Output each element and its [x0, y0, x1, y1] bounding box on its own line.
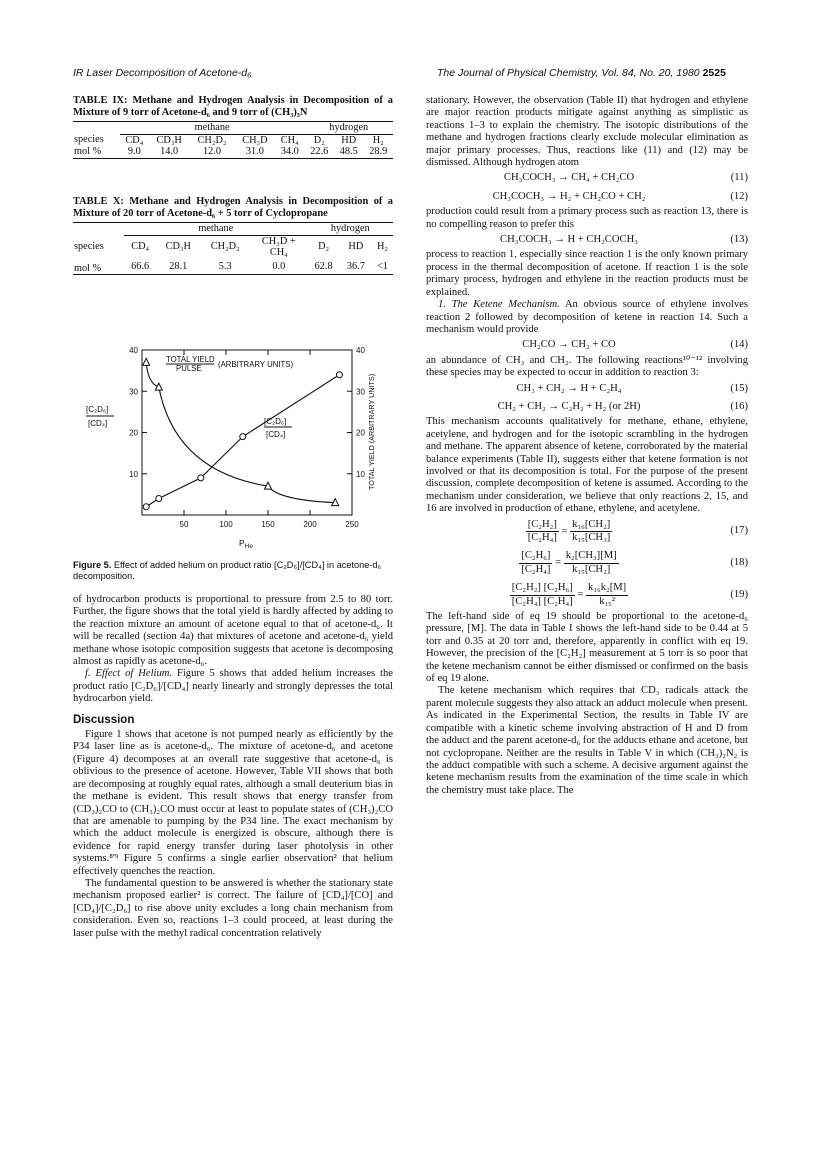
table-9-caption: TABLE IX: Methane and Hydrogen Analysis in Decomposition of a Mixture of 9 torr of Acetone-d₆ and 9 torr of (CH₃)₃N [73, 95, 393, 118]
fraction [510, 582, 575, 608]
equation-body: CH₃COCH₃ → H + CH₂COCH₃ [500, 234, 638, 246]
denominator: k₁₅[CH₂] [572, 563, 611, 575]
equation-body: CH₂ + CH₂ → C₂H₂ + H₂ (or 2H) [497, 400, 641, 412]
equation-number: (12) [730, 190, 748, 202]
table-cell: CD₃H [156, 134, 182, 146]
y-tick-label-left: 20 [129, 428, 138, 438]
equation-18 [426, 547, 748, 579]
y-tick-label-left: 10 [129, 469, 138, 479]
table-cell: CD₄ [131, 241, 150, 253]
table-cell: 66.6 [131, 260, 150, 272]
table-cell: 14.0 [160, 146, 179, 157]
equation-19 [426, 579, 748, 611]
table-cell: CD₄ [125, 134, 144, 146]
running-header-right [437, 67, 726, 79]
data-point-circle [156, 496, 162, 502]
numerator: k₁₆[CH₂] [570, 519, 612, 532]
table-cell: 31.0 [245, 146, 264, 157]
paragraph: The fundamental question to be answered is whether the stationary state mechanism proposed earlier² is correct. The failure of [CD₄]/[CO] and [CD₄]/[C₂D₆] to rise above unity excludes a long chain mechanism from consideration. Even so, reactions 1–3 could proceed, at least during the laser pulse with the methyl radical concentration relatively [73, 877, 393, 939]
equation-number: (11) [730, 172, 748, 184]
x-tick-label: 100 [219, 520, 233, 529]
table-10-caption: TABLE X: Methane and Hydrogen Analysis in Decomposition of a Mixture of 20 torr of Acetone-d₆ + 5 torr of Cyclopropane [73, 196, 393, 219]
table-cell: 36.7 [346, 260, 365, 272]
table-cell: 28.1 [169, 260, 188, 272]
equation-number: (19) [730, 588, 748, 600]
equation-number: (15) [730, 382, 748, 394]
x-axis-label-main: P [239, 538, 245, 548]
denominator: k₁₅² [599, 595, 616, 607]
numerator: [C₂H₂] [C₂H₆] [510, 582, 575, 595]
equation-14 [426, 336, 748, 354]
paragraph [73, 668, 393, 705]
legend-den: PULSE [176, 364, 202, 373]
denominator: [C₂H₄] [521, 563, 551, 575]
y-tick-label-right: 20 [356, 428, 365, 438]
curve-label-den: [CD₄] [266, 430, 286, 439]
table-cell: 5.3 [218, 260, 232, 272]
x-axis-label [239, 538, 253, 550]
paragraph-heading: f. Effect of Helium. [85, 668, 173, 680]
equation-12 [426, 188, 748, 206]
paragraph: The ketene mechanism which requires that CD₃ radicals attack the parent molecule suggests they also attack an adduct molecule when present. As indicated in the Experimental Section, the results in Table IV are compatible with a kinetic scheme involving abstraction of H and D from the adduct and the parent acetone-d₆ for the adducts ethane and acetone, but not cyclopropane. Neither are the results in Table V in which (CH₃)₂N₂ is the adduct compatible with such a scheme. A decisive argument against the ketene mechanism results from the examination of the time scale in which the chemistry must take place. The [426, 685, 748, 796]
equation-body: CH₃COCH₃ → CH₄ + CH₂CO [503, 172, 635, 184]
fraction [519, 550, 552, 576]
equation-body: $\frac{\text{[C₂H₂] [C₂H₆]}}{\text{[C₂H₄] [C₂H₄]}}$ = $\frac{\text{k₁₆k₂[M]}}{\text{k₁₅²}}$ [511, 582, 627, 607]
section-heading: Discussion [73, 713, 135, 726]
data-point-circle [143, 504, 149, 510]
numerator: [C₂H₂] [526, 519, 559, 532]
paragraph: The left-hand side of eq 19 should be proportional to the acetone-d₆ pressure, [M]. The data in Table I shows the left-hand side to be 0.44 at 5 torr and 0.35 at 20 torr and, therefore, apparently in conflict with eq 19. However, the precision of the [C₂H₂] measurement at 5 torr is so poor that the ketene mechanism cannot be either dismissed or confirmed on the basis of eq 19 alone. [426, 611, 748, 685]
table-10 [73, 196, 393, 275]
data-point-circle [240, 434, 246, 440]
numerator: [C₂H₆] [519, 550, 552, 563]
fraction [526, 519, 559, 545]
y-tick-label-left: 40 [129, 346, 138, 355]
equation-body: CH₃COCH₃ → H₂ + CH₂CO + CH₂ [492, 190, 646, 202]
paragraph: stationary. However, the observation (Table II) that hydrogen and ethylene are major reaction products mitigate against anything as simplistic as reactions 1–3 to explain the chemistry. The isotopic distributions of the methane and hydrogen fractions clearly exclude molecular elimination as major primary processes. Thus, reactions like (11) and (12) may be dismissed. Although hydrogen atom [426, 95, 748, 169]
paragraph: an abundance of CH₃ and CH₂. The following reactions¹⁰⁻¹² involving these species may be expected to occur in addition to reaction 3: [426, 354, 748, 379]
table-cell: <1 [377, 260, 388, 272]
table-cell: 62.8 [314, 260, 333, 272]
fraction [564, 550, 619, 576]
table-cell: CH₃D [242, 134, 268, 146]
table-9-grid [73, 121, 393, 159]
equation-15 [426, 380, 748, 398]
denominator: [C₂H₄] [527, 532, 557, 543]
paragraph-heading: 1. The Ketene Mechanism. [438, 299, 560, 311]
equation-number: (13) [730, 234, 748, 246]
denominator: [C₂H₄] [C₂H₄] [511, 595, 573, 607]
table-10-group-methane: methane [124, 223, 307, 236]
x-tick-label: 150 [261, 520, 275, 529]
equation-body: $\frac{\text{[C₂H₆]}}{\text{[C₂H₄]}}$ = $\frac{\text{k₂[CH₃][M]}}{\text{k₁₅[CH₂]}}$ [521, 550, 617, 575]
table-10-group-hydrogen: hydrogen [308, 223, 393, 236]
series-line [146, 362, 335, 502]
paragraph: of hydrocarbon products is proportional to pressure from 2.5 to 80 torr. Further, the figure shows that the total yield is hardly affected by adding to the reaction mixture an amount of acetone equal to that of acetone-d₆. It will be recalled (section 4a) that mixtures of acetone and acetone-d₆ yield methane whose isotopic composition suggests that acetone is decomposing almost as rapidly as acetone-d₆. [73, 594, 393, 668]
equation-13 [426, 231, 748, 249]
y-tick-label-left: 30 [129, 387, 138, 397]
table-cell: CH₄ [280, 134, 299, 146]
data-point-triangle [155, 383, 162, 390]
equation-body: CH₂CO → CH₂ + CO [522, 339, 616, 351]
y-tick-label-right: 30 [356, 387, 365, 397]
paragraph: process to reaction 1, especially since reaction 1 is the only known primary process in the thermal decomposition of acetone. If reaction 1 is the sole primary process, hydrogen and ethylene in the reaction products must be explained. [426, 249, 748, 298]
table-9-group-methane: methane [120, 122, 305, 135]
paragraph-text: Figure 5 shows that added helium increases the product ratio [C₂D₆]/[CD₄] nearly linearly and strongly depresses the total hydrocarbon yield. [73, 668, 393, 705]
right-column-text [426, 95, 748, 797]
table-cell-sub: CH₄ [269, 247, 288, 258]
numerator: k₂[CH₃][M] [564, 550, 619, 563]
left-column-text [73, 594, 393, 940]
x-tick-label: 200 [303, 520, 317, 529]
table-cell: D₂ [313, 134, 325, 146]
running-header-left: IR Laser Decomposition of Acetone-d₆ [73, 67, 252, 79]
curve-label-num: [C₂D₆] [264, 417, 287, 426]
legend-num: TOTAL YIELD [166, 355, 215, 364]
journal-citation: The Journal of Physical Chemistry, Vol. 84, No. 20, 1980 [437, 67, 700, 79]
paragraph: production could result from a primary process such as reaction 13, there is no compelling reason to prefer this [426, 206, 748, 230]
denominator: k₁₅[CH₃] [572, 532, 611, 543]
paragraph: This mechanism accounts qualitatively for methane, ethane, ethylene, acetylene, and hydrogen and for the isotopic scrambling in the hydrogen and methane. The apparent absence of ketene, corroborated by the material balance experiments (Table II), suggests either that ketene formation is not involved or that its decomposition is total. For the purpose of the present discussion, complete decomposition of ketene is assumed. According to the mechanism under consideration, we believe that only reactions 2, 15, and 16 are involved in production of ethane, ethylene, and acetylene. [426, 416, 748, 515]
table-cell: D₂ [318, 241, 330, 253]
table-cell: 34.0 [280, 146, 299, 157]
series-line [146, 375, 339, 507]
page-number: 2525 [702, 67, 726, 79]
table-cell: 28.9 [369, 146, 388, 157]
x-tick-label: 50 [179, 520, 189, 529]
table-cell: H₂ [372, 134, 384, 146]
table-cell-text: CH₃D + [261, 235, 296, 247]
equation-number: (14) [730, 339, 748, 351]
x-tick-label: 250 [345, 520, 359, 529]
equation-17 [426, 516, 748, 548]
equation-11 [426, 169, 748, 187]
equation-number: (18) [730, 557, 748, 569]
table-cell [250, 235, 307, 259]
paragraph [426, 299, 748, 336]
table-9-mol-label: mol % [74, 146, 102, 157]
y-right-label: TOTAL YIELD (ARBITRARY UNITS) [367, 373, 376, 490]
table-cell: 0.0 [272, 260, 286, 272]
table-cell: H₂ [376, 241, 388, 253]
legend-units: (ARBITRARY UNITS) [218, 360, 294, 369]
equation-body: CH₃ + CH₂ → H + C₂H₄ [516, 382, 622, 394]
equation-number: (16) [730, 400, 748, 412]
equation-number: (17) [730, 525, 748, 537]
paragraph-text: An obvious source of ethylene involves reaction 2 followed by decomposition of ketene in reaction 14. Such a mechanism would provide [426, 299, 748, 335]
table-cell: HD [348, 241, 364, 253]
figure-5-caption [73, 560, 395, 582]
paragraph: Figure 1 shows that acetone is not pumped nearly as efficiently by the P34 laser line as is acetone-d₆. The mixture of acetone-d₆ and acetone (Figure 4) decomposes at an overall rate suggestive that acetone-d₆ is oblivious to the presence of acetone. However, Table VII shows that both are decomposing at roughly equal rates, although a small deuterium bias in the methane is evident. This result shows that energy transfer from (CD₃)₂CO to (CH₃)₂CO must occur at least to populate states of (CH₃)₂CO that are amenable to pumping by the P34 line. The exact mechanism by which the adduct molecule is energized is obscure, although there is evidence for rapid energy transfer during laser photolysis in other systems.⁸'⁹ Figure 5 confirms a single earlier observation² that helium effectively quenches the reaction. [73, 729, 393, 877]
table-cell: 9.0 [127, 146, 141, 157]
figure-5-chart [84, 300, 384, 552]
table-cell: 22.6 [310, 146, 329, 157]
plot-frame [142, 350, 352, 515]
x-axis-label-sub: He [244, 543, 253, 550]
figure-5-caption-text: Effect of added helium on product ratio [C₂D₆]/[CD₄] in acetone-d₆ decomposition. [73, 560, 382, 581]
fraction [570, 519, 612, 545]
table-cell: CH₂D₂ [210, 241, 240, 253]
data-point-circle [198, 475, 204, 481]
data-point-circle [336, 372, 342, 378]
y-tick-label-right: 10 [356, 469, 365, 479]
numerator: k₁₆k₂[M] [586, 582, 628, 595]
table-cell: 12.0 [202, 146, 222, 157]
table-10-mol-label: mol % [74, 262, 102, 274]
table-cell: CH₂D₂ [197, 134, 227, 146]
table-cell: 48.5 [339, 146, 358, 157]
equation-body: $\frac{\text{[C₂H₂]}}{\text{[C₂H₄]}}$ = $\frac{\text{k₁₆[CH₂]}}{\text{k₁₅[CH₃]}}$ [527, 518, 611, 543]
y-left-label-num: [C₂D₆] [86, 405, 109, 414]
fraction [586, 582, 628, 608]
table-9-species-label: species [74, 134, 104, 146]
y-tick-label-right: 40 [356, 346, 365, 355]
table-10-grid [73, 222, 393, 275]
table-9 [73, 95, 393, 159]
data-point-triangle [143, 358, 150, 365]
equation-16 [426, 398, 748, 416]
table-9-group-hydrogen: hydrogen [305, 122, 394, 135]
table-10-species-label: species [74, 241, 104, 252]
table-cell: HD [341, 134, 357, 146]
y-left-label-den: [CD₄] [88, 419, 108, 428]
table-cell: CD₃H [165, 241, 191, 253]
figure-5-caption-label: Figure 5. [73, 560, 112, 570]
